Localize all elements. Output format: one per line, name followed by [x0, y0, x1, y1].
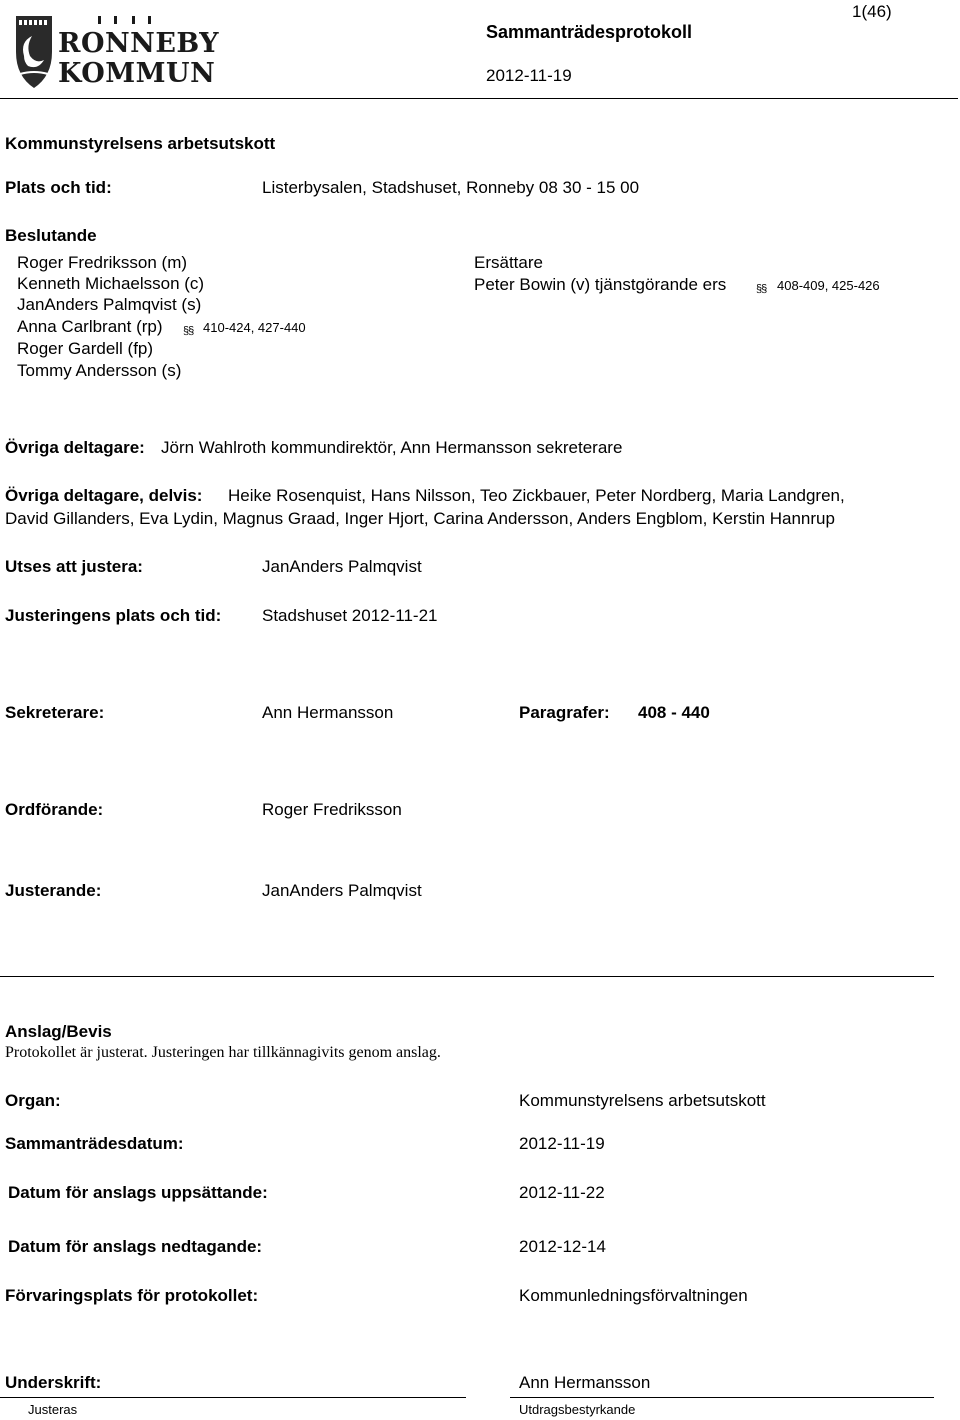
- posted-date-label: Datum för anslags uppsättande:: [8, 1183, 268, 1202]
- meeting-date-value: 2012-11-19: [519, 1134, 605, 1153]
- municipality-logo: [14, 14, 224, 90]
- meeting-date-label: Sammanträdesdatum:: [5, 1134, 184, 1153]
- footer-divider-left: [0, 1397, 466, 1398]
- adjustment-place-label: Justeringens plats och tid:: [5, 606, 222, 625]
- chair-label: Ordförande:: [5, 800, 104, 819]
- header-date: 2012-11-19: [486, 66, 572, 85]
- organ-label: Organ:: [5, 1091, 61, 1110]
- other-participants-value: Jörn Wahlroth kommundirektör, Ann Hermansson sekreterare: [161, 438, 623, 457]
- committee-name: Kommunstyrelsens arbetsutskott: [5, 134, 276, 153]
- partial-participants-label: Övriga deltagare, delvis:: [5, 486, 203, 505]
- adjuster-appointed-label: Utses att justera:: [5, 557, 143, 576]
- logo-text-line2: KOMMUN: [58, 58, 216, 89]
- logo-text-line1: RONNEBY: [58, 28, 220, 59]
- member-sections: 410-424, 427-440: [203, 320, 306, 335]
- footer-divider-right: [510, 1397, 934, 1398]
- section-sign-icon: §§: [183, 325, 194, 337]
- place-label: Plats och tid:: [5, 178, 112, 197]
- chair-value: Roger Fredriksson: [262, 800, 402, 819]
- posted-date-value: 2012-11-22: [519, 1183, 605, 1202]
- header-divider: [0, 98, 958, 99]
- list-item: Roger Fredriksson (m): [17, 253, 188, 272]
- paragraphs-label: Paragrafer:: [519, 703, 610, 722]
- substitute-name: Peter Bowin (v) tjänstgörande ers: [474, 275, 727, 294]
- list-item: Kenneth Michaelsson (c): [17, 274, 205, 293]
- paragraphs-value: 408 - 440: [638, 703, 710, 722]
- footer-certified-label: Utdragsbestyrkande: [519, 1402, 636, 1417]
- list-item: Roger Gardell (fp): [17, 339, 154, 358]
- removed-date-label: Datum för anslags nedtagande:: [8, 1237, 263, 1256]
- organ-value: Kommunstyrelsens arbetsutskott: [519, 1091, 766, 1110]
- coat-of-arms-icon: [14, 14, 54, 90]
- notice-text: Protokollet är justerat. Justeringen har tillkännagivits genom anslag.: [5, 1044, 441, 1061]
- list-item: Tommy Andersson (s): [17, 361, 182, 380]
- secretary-label: Sekreterare:: [5, 703, 105, 722]
- document-type: Sammanträdesprotokoll: [486, 22, 693, 42]
- list-item: Anna Carlbrant (rp): [17, 317, 163, 336]
- partial-participants-line2: David Gillanders, Eva Lydin, Magnus Graad, Inger Hjort, Carina Andersson, Anders Engblom, Kerstin Hannrup: [5, 509, 835, 528]
- substitutes-heading: Ersättare: [474, 253, 543, 272]
- signature-value: Ann Hermansson: [519, 1373, 651, 1392]
- place-value: Listerbysalen, Stadshuset, Ronneby 08 30 - 15 00: [262, 178, 640, 197]
- storage-value: Kommunledningsförvaltningen: [519, 1286, 748, 1305]
- secretary-value: Ann Hermansson: [262, 703, 394, 722]
- adjuster-value: JanAnders Palmqvist: [262, 881, 422, 900]
- adjustment-place-value: Stadshuset 2012-11-21: [262, 606, 438, 625]
- partial-participants-line1: Heike Rosenquist, Hans Nilsson, Teo Zickbauer, Peter Nordberg, Maria Landgren,: [228, 486, 845, 505]
- adjuster-label: Justerande:: [5, 881, 102, 900]
- footer-adjusted-label: Justeras: [28, 1402, 78, 1417]
- decision-makers-heading: Beslutande: [5, 226, 97, 245]
- other-participants-label: Övriga deltagare:: [5, 438, 145, 457]
- signature-label: Underskrift:: [5, 1373, 102, 1392]
- page-number: 1(46): [852, 2, 892, 21]
- list-item: JanAnders Palmqvist (s): [17, 295, 202, 314]
- notice-divider: [0, 976, 934, 977]
- logo-swash-icon: [58, 16, 228, 26]
- removed-date-value: 2012-12-14: [519, 1237, 606, 1256]
- storage-label: Förvaringsplats för protokollet:: [5, 1286, 259, 1305]
- section-sign-icon: §§: [756, 283, 767, 295]
- adjuster-appointed-value: JanAnders Palmqvist: [262, 557, 422, 576]
- substitute-sections: 408-409, 425-426: [777, 278, 880, 293]
- notice-heading: Anslag/Bevis: [5, 1022, 112, 1041]
